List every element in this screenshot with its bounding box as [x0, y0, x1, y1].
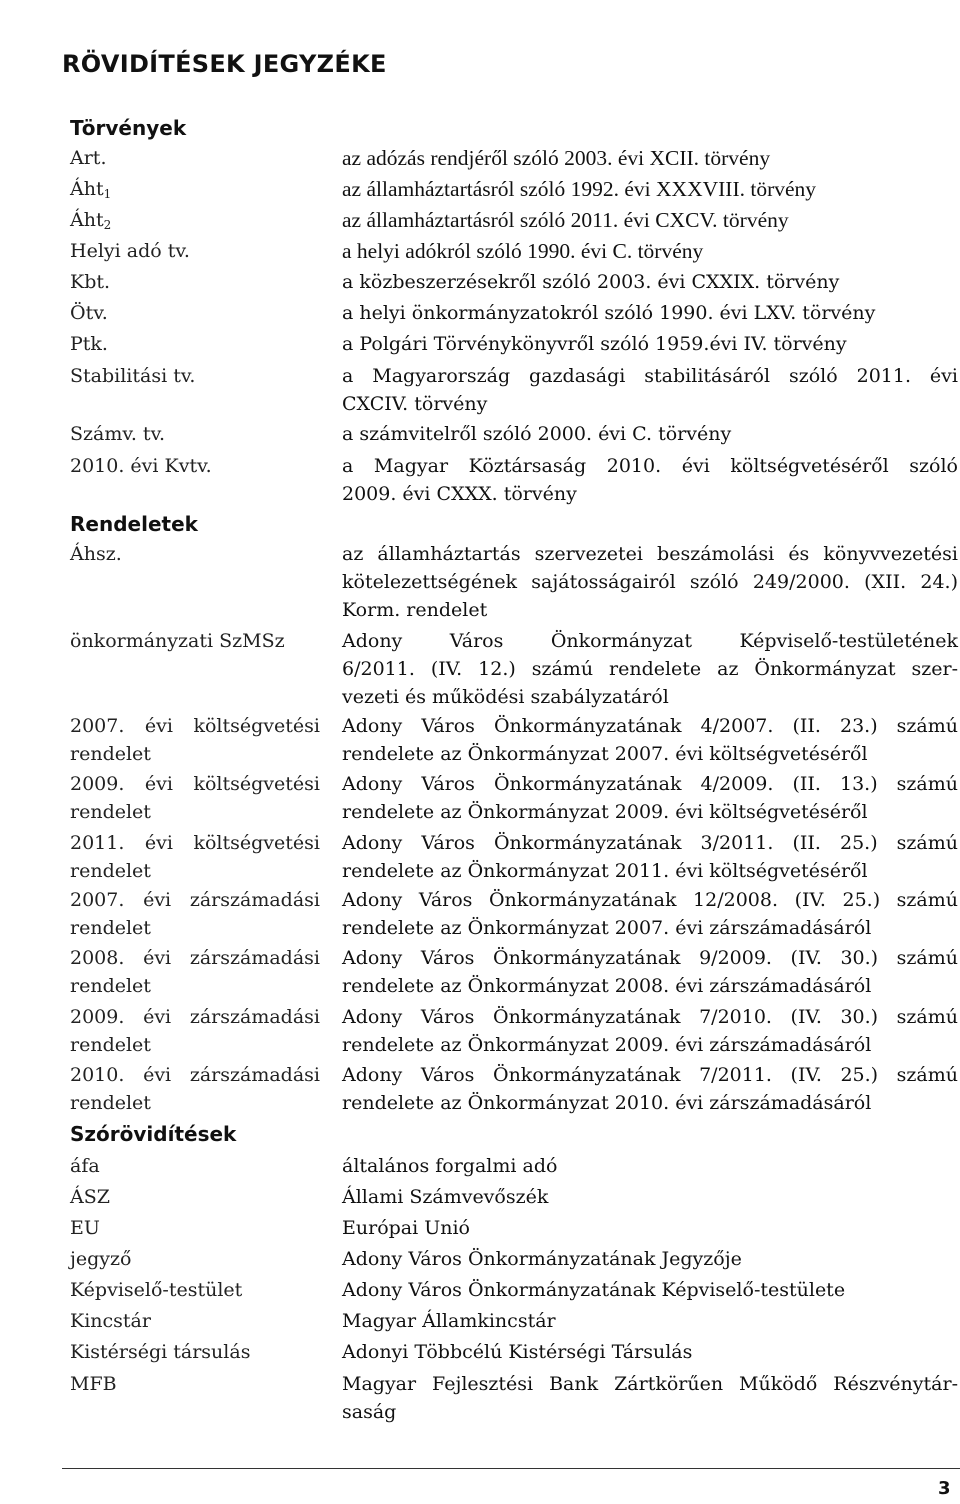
abbreviation: 2011. évi költségvetési rendelet [70, 832, 320, 882]
definition: az adózás rendjéről szóló 2003. évi XCII. törvény [342, 146, 771, 170]
footer-divider [62, 1468, 960, 1469]
definition: Adony Város Önkormányzatának Képviselő-testülete [342, 1279, 846, 1301]
abbreviation: Art. [70, 147, 107, 169]
abbreviation: áfa [70, 1155, 100, 1177]
definition: Adony Város Önkormányzatának 3/2011. (II. 25.) számú rendelete az Önkormányzat 2011. évi költségvetéséről [342, 832, 958, 882]
definition: Adony Város Önkormányzatának 7/2011. (IV. 25.) számú rendelete az Önkormányzat 2010. évi zárszámadásáról [342, 1064, 958, 1114]
abbreviation: Áht$_1$ [70, 178, 112, 201]
definition: Adony Város Önkormányzatának 12/2008. (IV. 25.) számú rendelete az Önkormányzat 2007. évi zárszámadásáról [342, 889, 958, 939]
definition: Adony Város Önkormányzatának 4/2007. (II. 23.) számú rendelete az Önkormányzat 2007. évi költségvetéséről [342, 715, 958, 765]
definition: a Magyar Köztársaság 2010. évi költségvetéséről szóló 2009. évi CXXX. törvény [342, 455, 958, 505]
abbreviation: ÁSZ [70, 1186, 110, 1208]
abbreviation: Ötv. [70, 302, 108, 324]
definition: a közbeszerzésekről szóló 2003. évi CXXIX. törvény [342, 271, 840, 293]
abbreviation: 2008. évi zárszámadási rendelet [70, 947, 320, 997]
definition: Állami Számvevőszék [342, 1186, 549, 1208]
abbreviation: MFB [70, 1373, 117, 1395]
abbreviation: 2010. évi Kvtv. [70, 455, 212, 477]
definition: a helyi adókról szóló 1990. évi C. törvény [342, 239, 704, 263]
abbreviation: Áht$_2$ [70, 209, 112, 232]
definition: a számvitelről szóló 2000. évi C. törvény [342, 423, 732, 445]
definition: Adony Város Önkormányzatának 7/2010. (IV. 30.) számú rendelete az Önkormányzat 2009. évi zárszámadásáról [342, 1006, 958, 1056]
definition: a helyi önkormányzatokról szóló 1990. évi LXV. törvény [342, 302, 876, 324]
definition: az államháztartásról szóló 1992. évi XXXVIII. törvény [342, 177, 817, 201]
abbreviation: jegyző [70, 1248, 132, 1270]
section-heading-decrees: Rendeletek [70, 512, 198, 536]
abbreviation: 2007. évi költségvetési rendelet [70, 715, 320, 765]
definition: Adonyi Többcélú Kistérségi Társulás [342, 1341, 693, 1363]
abbreviation: önkormányzati SzMSz [70, 630, 285, 652]
abbreviation: Kistérségi társulás [70, 1341, 251, 1363]
definition: általános forgalmi adó [342, 1155, 558, 1177]
abbreviation: Áhsz. [70, 543, 122, 565]
definition: a Polgári Törvénykönyvről szóló 1959.évi IV. törvény [342, 333, 847, 355]
definition: Adony Város Önkormányzatának 4/2009. (II. 13.) számú rendelete az Önkormányzat 2009. évi költségvetéséről [342, 773, 958, 823]
definition: Európai Unió [342, 1217, 470, 1239]
definition: a Magyarország gazdasági stabilitásáról szóló 2011. évi CXCIV. törvény [342, 365, 958, 415]
abbreviation: 2007. évi zárszámadási rendelet [70, 889, 320, 939]
abbreviation: Ptk. [70, 333, 108, 355]
definition: Adony Város Önkormányzat Képviselő-testületének 6/2011. (IV. 12.) számú rendelete az Önkormányzat szer- vezeti és működési szabályzatáról [342, 630, 958, 708]
page-title: RÖVIDÍTÉSEK JEGYZÉKE [62, 50, 387, 78]
abbreviation: Kbt. [70, 271, 111, 293]
definition: Magyar Államkincstár [342, 1310, 556, 1332]
abbreviation: Helyi adó tv. [70, 240, 190, 262]
abbreviation: EU [70, 1217, 100, 1239]
abbreviation: Számv. tv. [70, 423, 166, 445]
abbreviation: Kincstár [70, 1310, 151, 1332]
abbreviation: Stabilitási tv. [70, 365, 196, 387]
abbreviation: Képviselő-testület [70, 1279, 243, 1301]
section-heading-laws: Törvények [70, 116, 187, 140]
abbreviation: 2009. évi zárszámadási rendelet [70, 1006, 320, 1056]
abbreviation: 2010. évi zárszámadási rendelet [70, 1064, 320, 1114]
page-number: 3 [938, 1478, 951, 1499]
definition: Magyar Fejlesztési Bank Zártkörűen Működő Részvénytár- saság [342, 1373, 958, 1423]
section-heading-shortwords: Szórövidítések [70, 1122, 237, 1146]
definition: Adony Város Önkormányzatának 9/2009. (IV. 30.) számú rendelete az Önkormányzat 2008. évi zárszámadásáról [342, 947, 958, 997]
abbreviation: 2009. évi költségvetési rendelet [70, 773, 320, 823]
definition: Adony Város Önkormányzatának Jegyzője [342, 1248, 742, 1270]
definition: az államháztartás szervezetei beszámolási és könyvvezetési kötelezettségének sajátosságairól szóló 249/2000. (XII. 24.) Korm. rendelet [342, 543, 958, 621]
definition: az államháztartásról szóló 2011. évi CXCV. törvény [342, 208, 789, 232]
